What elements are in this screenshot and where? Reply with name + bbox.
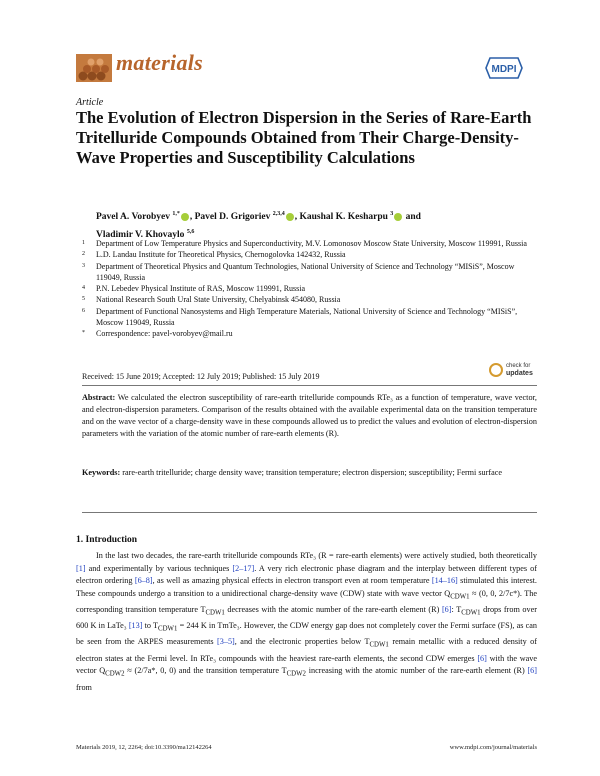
text-run: , and the electronic properties below T — [234, 637, 370, 647]
affiliation-item — [82, 294, 537, 305]
affiliation-text: Department of Functional Nanosystems and High Temperature Materials, National University of Science and Technology “MISiS”, Moscow 119049, Russia — [96, 306, 518, 328]
text-run: increasing with the atomic number of the rare-earth element (R) — [305, 666, 528, 676]
author-name: Kaushal K. Kesharpu — [299, 212, 388, 223]
affiliation-item — [82, 249, 537, 260]
text-run: decreases with the atomic number of the rare-earth element (R) — [224, 605, 442, 615]
text-run: , as well as amazing physical effects in electron transport even at room temperature — [152, 576, 432, 586]
affiliation-number: 3 — [82, 262, 85, 269]
affiliation-item — [82, 238, 537, 249]
author-affil-sup: 5,6 — [186, 229, 195, 236]
author-separator: , — [294, 212, 298, 223]
author-affil-sup: 2,3,4 — [272, 211, 285, 217]
text-run: In the last two decades, the rare-earth tritelluride compounds RTe₃ (R = rare-earth elements) were actively studied, both theoretically — [96, 551, 537, 560]
subscript: CDW1 — [205, 609, 225, 617]
check-updates-line2: updates — [506, 370, 533, 377]
abstract-text: We calculated the electron susceptibility of rare-earth tritelluride compounds RTe₃ as a function of temperature, wave vector, and electron-dispersion parameters. Comparison of the results obtained with the available experimental data on the transition temperature and on the wave vector of a charge-density wave in these compounds allowed us to predict the values and evolution of electron-dispersion parameters with the variation of the atomic number of rare-earth elements (R). — [82, 393, 537, 438]
check-for-updates-button[interactable] — [489, 361, 535, 381]
keywords-label: Keywords: — [82, 468, 121, 477]
affiliation-number: 4 — [82, 285, 85, 292]
check-updates-line1: check for — [506, 363, 531, 369]
text-run: from — [76, 682, 92, 692]
text-run: and experimentally by various techniques — [85, 563, 233, 573]
affiliation-list — [82, 238, 537, 340]
author-name: Vladimir V. Khovaylo — [96, 230, 185, 241]
subscript: CDW1 — [450, 593, 470, 601]
affiliation-text: Department of Theoretical Physics and Quantum Technologies, National University of Science and Technology “MISiS”, Moscow 119049, Russia — [96, 261, 515, 282]
citation-info: Materials 2019, 12, 2264; doi:10.3390/ma12142264 — [76, 744, 212, 751]
subscript: CDW2 — [286, 670, 306, 678]
text-run: ≈ (0, 0, 2/7c*). The corresponding transition temperature T — [76, 588, 537, 615]
mdpi-label: MDPI — [491, 64, 517, 75]
affiliation-number: 2 — [82, 251, 85, 258]
abstract-label: Abstract: — [82, 393, 116, 402]
subscript: CDW2 — [105, 670, 125, 678]
journal-name: materials — [116, 50, 204, 75]
affiliation-item — [82, 306, 537, 329]
text-run: stimulated this interest. These compounds undergo a transition to a unidirectional charge-density wave (CDW) state with wave vector Q — [76, 576, 537, 598]
author-name: Pavel D. Grigoriev — [194, 212, 271, 223]
citation-link[interactable]: [1] — [76, 563, 86, 573]
citation-link[interactable]: [6] — [441, 605, 452, 615]
divider — [82, 385, 537, 386]
journal-url-link[interactable]: www.mdpi.com/journal/materials — [449, 744, 537, 751]
orcid-icon[interactable] — [394, 213, 402, 221]
author-separator: , — [189, 212, 193, 223]
affiliation-number: 1 — [82, 240, 85, 246]
abstract — [82, 392, 537, 440]
text-run: : T — [451, 605, 462, 615]
text-run: remain metallic with a reduced density of electron states at the Fermi level. In RTe₃ compounds with the heaviest rare-earth elements, the second CDW emerges — [76, 637, 537, 663]
text-run: ≈ (2/7a*, 0, 0) and the transition temperature T — [124, 666, 287, 676]
section-heading: 1. Introduction — [76, 535, 138, 545]
subscript: CDW1 — [158, 625, 178, 633]
affiliation-item — [82, 328, 537, 339]
keywords-text: rare-earth tritelluride; charge density wave; transition temperature; electron dispersion; susceptibility; Fermi surface — [122, 468, 503, 477]
orcid-icon[interactable] — [181, 213, 189, 221]
affiliation-text: P.N. Lebedev Physical Institute of RAS, Moscow 119991, Russia — [96, 284, 306, 294]
article-type: Article — [76, 97, 104, 108]
keywords — [82, 466, 537, 479]
publication-dates: Received: 15 June 2019; Accepted: 12 July 2019; Published: 15 July 2019 — [82, 372, 320, 381]
affiliation-text: L.D. Landau Institute for Theoretical Physics, Chernogolovka 142432, Russia — [96, 250, 346, 260]
paragraph — [76, 550, 537, 694]
citation-link[interactable]: [2–17] — [232, 563, 255, 573]
citation-link[interactable]: [6] — [477, 653, 487, 663]
orcid-icon[interactable] — [286, 213, 294, 221]
citation-link[interactable]: [3–5] — [217, 637, 235, 647]
affiliation-number: * — [82, 330, 85, 337]
author-name: Pavel A. Vorobyev — [96, 212, 170, 223]
paper-title: The Evolution of Electron Dispersion in the Series of Rare-Earth Tritelluride Compounds Obtained from Their Charge-Density-Wave Properties and Susceptibility Calculations — [76, 108, 532, 167]
affiliation-text: Department of Low Temperature Physics and Superconductivity, M.V. Lomonosov Moscow State University, Moscow 119991, Russia — [96, 239, 527, 248]
text-run: = 244 K in TmTe₃. However, the CDW energy gap does not completely cover the Fermi surface (FS), as can be seen from the ARPES measurements — [76, 621, 537, 647]
citation-link[interactable]: [13] — [128, 621, 143, 631]
correspondence-text[interactable]: Correspondence: pavel-vorobyev@mail.ru — [96, 329, 233, 339]
divider — [82, 512, 537, 513]
author-affil-sup: 1,* — [172, 211, 180, 217]
introduction-body — [76, 550, 537, 694]
author-affil-sup: 3 — [390, 211, 394, 217]
affiliation-number: 6 — [82, 307, 85, 314]
mdpi-logo-icon — [484, 56, 524, 80]
citation-link[interactable]: [14–16] — [431, 576, 458, 586]
affiliation-item — [82, 283, 537, 294]
text-run: drops from over 600 K in LaTe₃ — [76, 605, 537, 631]
materials-logo-icon — [76, 50, 112, 82]
subscript: CDW1 — [369, 642, 389, 650]
author-conjunction: and — [405, 212, 421, 223]
citation-link[interactable]: [6] — [527, 666, 537, 676]
text-run: to T — [142, 621, 159, 631]
affiliation-item — [82, 261, 537, 284]
text-run: . A very rich electronic phase diagram and the interplay between different types of electron ordering — [76, 563, 537, 586]
subscript: CDW1 — [461, 609, 481, 617]
update-circle-icon — [489, 363, 503, 377]
text-run: with the wave vector Q — [76, 653, 537, 676]
citation-link[interactable]: [6–8] — [134, 576, 153, 586]
affiliation-number: 5 — [82, 296, 85, 303]
affiliation-text: National Research South Ural State University, Chelyabinsk 454080, Russia — [96, 295, 341, 305]
